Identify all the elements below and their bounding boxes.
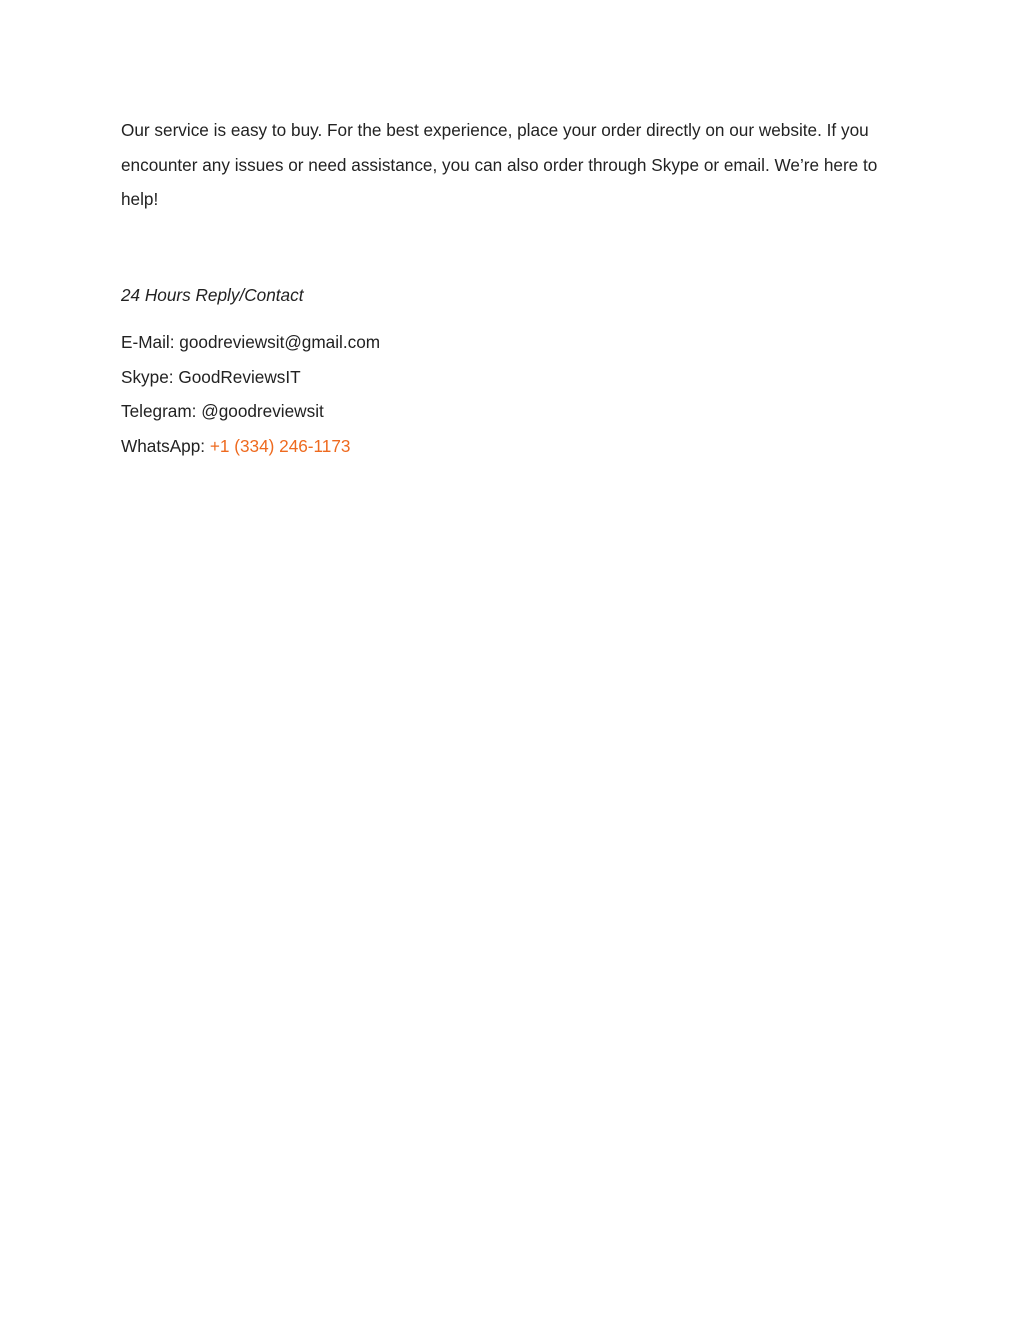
intro-paragraph: Our service is easy to buy. For the best experience, place your order directly on our website. If you encounter any issues or need assistance, you can also order through Skype or email. We’re here to help! xyxy=(121,120,878,209)
email-line xyxy=(121,325,911,360)
telegram-value: @goodreviewsit xyxy=(201,401,324,421)
telegram-label: Telegram: xyxy=(121,401,197,421)
contact-list xyxy=(121,325,911,463)
whatsapp-line xyxy=(121,429,911,464)
whatsapp-phone-link[interactable]: +1 (334) 246-1173 xyxy=(209,435,351,456)
email-label: E-Mail: xyxy=(121,332,175,352)
skype-value: GoodReviewsIT xyxy=(178,366,301,387)
whatsapp-label: WhatsApp: xyxy=(121,435,206,456)
skype-label: Skype: xyxy=(121,366,174,387)
contact-heading: 24 Hours Reply/Contact xyxy=(121,284,304,305)
document-content xyxy=(121,113,911,463)
telegram-line xyxy=(121,394,911,429)
email-value: goodreviewsit@gmail.com xyxy=(179,332,381,352)
skype-line xyxy=(121,360,911,395)
